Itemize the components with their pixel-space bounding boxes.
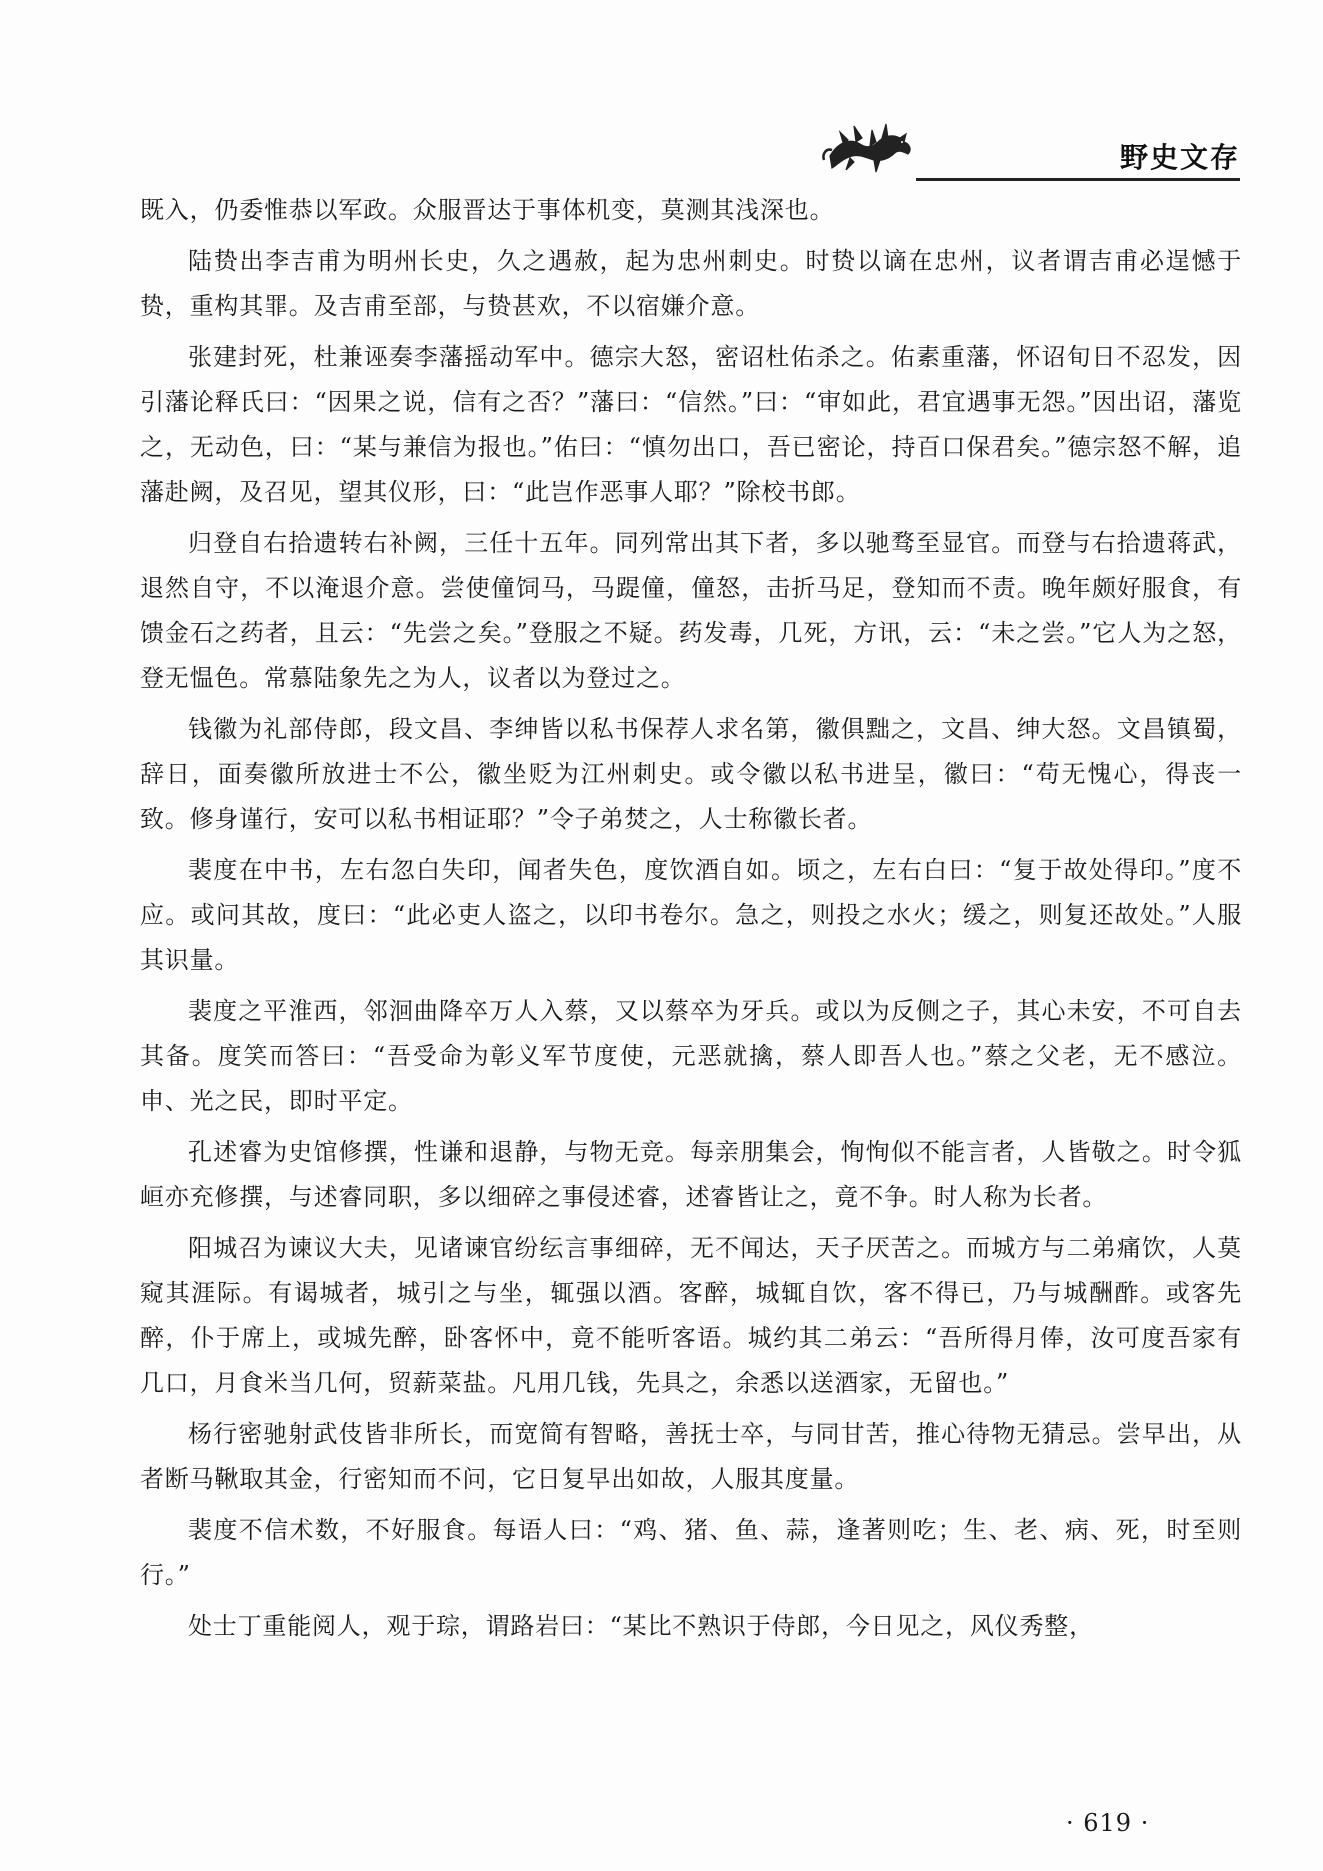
paragraph: 裴度不信术数，不好服食。每语人曰：“鸡、猪、鱼、蒜，逢著则吃；生、老、病、死，时至则行。” bbox=[140, 1516, 1242, 1589]
paragraph: 杨行密驰射武伎皆非所长，而宽简有智略，善抚士卒，与同甘苦，推心待物无猜忌。尝早出，从者断马鞦取其金，行密知而不问，它日复早出如故，人服其度量。 bbox=[140, 1420, 1242, 1493]
body-text bbox=[140, 188, 1242, 1655]
paragraph: 既入，仍委惟恭以军政。众服晋达于事体机变，莫测其浅深也。 bbox=[140, 196, 835, 224]
paragraph: 处士丁重能阅人，观于琮，谓路岩曰：“某比不熟识于侍郎，今日见之，风仪秀整， bbox=[188, 1612, 1094, 1640]
paragraph: 阳城召为谏议大夫，见诸谏官纷纭言事细碎，无不闻达，天子厌苦之。而城方与二弟痛饮，人莫窥其涯际。有谒城者，城引之与坐，辄强以酒。客醉，城辄自饮，客不得已，乃与城酬酢。或客先醉，仆于席上，或城先醉，卧客怀中，竟不能听客语。城约其二弟云：“吾所得月俸，汝可度吾家有几口，月食米当几何，贸薪菜盐。凡用几钱，先具之，余悉以送酒家，无留也。” bbox=[140, 1234, 1242, 1397]
paragraph: 裴度在中书，左右忽白失印，闻者失色，度饮酒自如。顷之，左右白曰：“复于故处得印。”度不应。或问其故，度曰：“此必吏人盗之，以印书卷尔。急之，则投之水火；缓之，则复还故处。”人服其识量。 bbox=[140, 856, 1242, 974]
running-header bbox=[820, 112, 1240, 182]
paragraph: 孔述睿为史馆修撰，性谦和退静，与物无竞。每亲朋集会，恂恂似不能言者，人皆敬之。时令狐峘亦充修撰，与述睿同职，多以细碎之事侵述睿，述睿皆让之，竟不争。时人称为长者。 bbox=[140, 1138, 1242, 1211]
paragraph: 陆贽出李吉甫为明州长史，久之遇赦，起为忠州刺史。时贽以谪在忠州，议者谓吉甫必逞憾于贽，重构其罪。及吉甫至部，与贽甚欢，不以宿嫌介意。 bbox=[140, 247, 1242, 320]
dragon-icon bbox=[820, 112, 916, 176]
paragraph: 张建封死，杜兼诬奏李藩摇动军中。德宗大怒，密诏杜佑杀之。佑素重藩，怀诏旬日不忍发，因引藩论释氏曰：“因果之说，信有之否？”藩曰：“信然。”曰：“审如此，君宜遇事无怨。”因出诏，藩览之，无动色，曰：“某与兼信为报也。”佑曰：“慎勿出口，吾已密论，持百口保君矣。”德宗怒不解，追藩赴阙，及召见，望其仪形，曰：“此岂作恶事人耶？”除校书郎。 bbox=[140, 343, 1242, 506]
paragraph: 钱徽为礼部侍郎，段文昌、李绅皆以私书保荐人求名第，徽俱黜之，文昌、绅大怒。文昌镇蜀，辞日，面奏徽所放进士不公，徽坐贬为江州刺史。或令徽以私书进呈，徽曰：“苟无愧心，得丧一致。修身谨行，安可以私书相证耶？”令子弟焚之，人士称徽长者。 bbox=[140, 715, 1242, 833]
paragraph: 裴度之平淮西，邻洄曲降卒万人入蔡，又以蔡卒为牙兵。或以为反侧之子，其心未安，不可自去其备。度笑而答曰：“吾受命为彰义军节度使，元恶就擒，蔡人即吾人也。”蔡之父老，无不感泣。申、光之民，即时平定。 bbox=[140, 997, 1242, 1115]
header-title: 野史文存 bbox=[1119, 141, 1240, 174]
page-number: · 619 · bbox=[1066, 1809, 1150, 1837]
paragraph: 归登自右拾遗转右补阙，三任十五年。同列常出其下者，多以驰骛至显官。而登与右拾遗蒋武，退然自守，不以淹退介意。尝使僮饲马，马踶僮，僮怒，击折马足，登知而不责。晚年颇好服食，有馈金石之药者，且云：“先尝之矣。”登服之不疑。药发毒，几死，方讯，云：“未之尝。”它人为之怒，登无愠色。常慕陆象先之为人，议者以为登过之。 bbox=[140, 529, 1242, 692]
header-divider bbox=[916, 178, 1240, 181]
